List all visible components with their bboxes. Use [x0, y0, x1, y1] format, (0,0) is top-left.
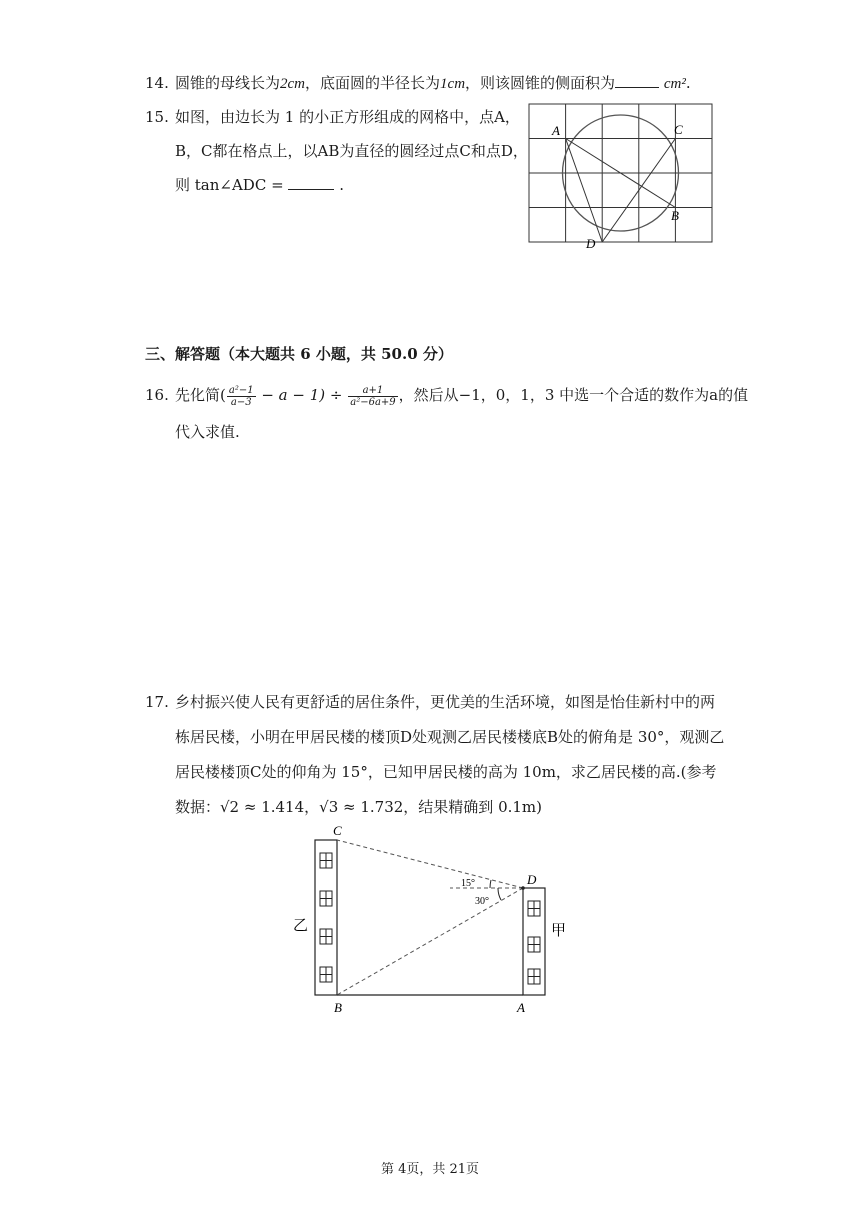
building-jia — [523, 888, 545, 995]
q14-value-2: 1cm — [440, 76, 466, 92]
q17-line-1: 乡村振兴使人民有更舒适的居住条件，更优美的生活环境，如图是怡佳新村中的两 — [175, 693, 716, 711]
q15-line-3-a: 则 tan∠ADC = — [175, 176, 284, 194]
q15-label-a: A — [552, 123, 560, 138]
q16-fraction-1-numerator: a²−1 — [228, 384, 254, 396]
q15-line-3 — [175, 175, 344, 195]
q16-line-1 — [175, 383, 748, 408]
q16-post: ，然后从−1，0，1，3 中选一个合适的数作为a的值 — [398, 386, 749, 404]
q15-line-3-b: . — [339, 176, 344, 194]
q17-label-a: A — [517, 1000, 525, 1015]
q14-number: 14. — [145, 74, 169, 92]
page-footer: 第 4页，共 21页 — [380, 1162, 480, 1177]
q17-angle-arc-15 — [490, 880, 491, 888]
q14-text-b: ，底面圆的半径长为 — [305, 74, 441, 92]
q17-number: 17. — [145, 693, 169, 711]
q16-fraction-2-numerator: a+1 — [348, 385, 397, 397]
q17-angle-30: 30° — [475, 896, 489, 907]
q17-label-b: B — [334, 1000, 342, 1015]
q16-mid: − a − 1) ÷ — [256, 386, 348, 404]
q14-end: . — [685, 74, 691, 92]
q16-line-2: 代入求值. — [175, 423, 240, 441]
q17-label-c: C — [333, 823, 342, 838]
q14-unit: cm² — [663, 76, 686, 92]
q17-figure — [285, 818, 585, 1018]
q17-line-4: 数据：√2 ≈ 1.414，√3 ≈ 1.732，结果精确到 0.1m) — [175, 798, 542, 816]
q15-line-2: B，C都在格点上，以AB为直径的圆经过点C和点D， — [175, 142, 528, 160]
q15-figure — [520, 98, 720, 254]
q17-point-d — [521, 886, 525, 890]
q17-label-yi: 乙 — [293, 916, 309, 934]
q16-fraction-1-denominator: a−3 — [230, 396, 252, 408]
q14-text-a: 圆锥的母线长为 — [175, 74, 281, 92]
q14-answer-blank — [615, 73, 659, 88]
q17-label-jia: 甲 — [551, 921, 567, 939]
q15-segments — [566, 139, 676, 243]
q16-number: 16. — [145, 386, 169, 404]
q15-number: 15. — [145, 108, 169, 126]
q17-line-3: 居民楼楼顶C处的仰角为 15°，已知甲居民楼的高为 10m，求乙居民楼的高.(参考 — [175, 763, 717, 781]
q15-label-c: C — [674, 122, 683, 137]
section-3-heading: 三、解答题（本大题共 6 小题，共 50.0 分） — [145, 345, 453, 363]
q16-fraction-1 — [227, 385, 256, 408]
q15-answer-blank — [288, 175, 334, 190]
q15-line-1: 如图，由边长为 1 的小正方形组成的网格中，点A， — [175, 108, 520, 126]
building-yi — [315, 840, 337, 995]
q16-fraction-2-denominator: a²−6a+9 — [350, 396, 396, 408]
q17-sight-lines — [337, 840, 523, 995]
q15-label-d: D — [586, 236, 596, 251]
q17-label-d: D — [527, 872, 537, 887]
q17-angle-arc-30 — [498, 888, 501, 900]
q14-text-c: ，则该圆锥的侧面积为 — [465, 74, 616, 92]
q17-line-2: 栋居民楼，小明在甲居民楼的楼顶D处观测乙居民楼楼底B处的俯角是 30°，观测乙 — [175, 728, 725, 746]
q17-angle-15: 15° — [461, 878, 475, 889]
q16-pre: 先化简( — [175, 386, 226, 404]
q16-fraction-2 — [348, 385, 397, 408]
q14-value-1: 2cm — [280, 76, 306, 92]
q14-text — [175, 73, 691, 94]
q15-label-b: B — [671, 208, 679, 223]
